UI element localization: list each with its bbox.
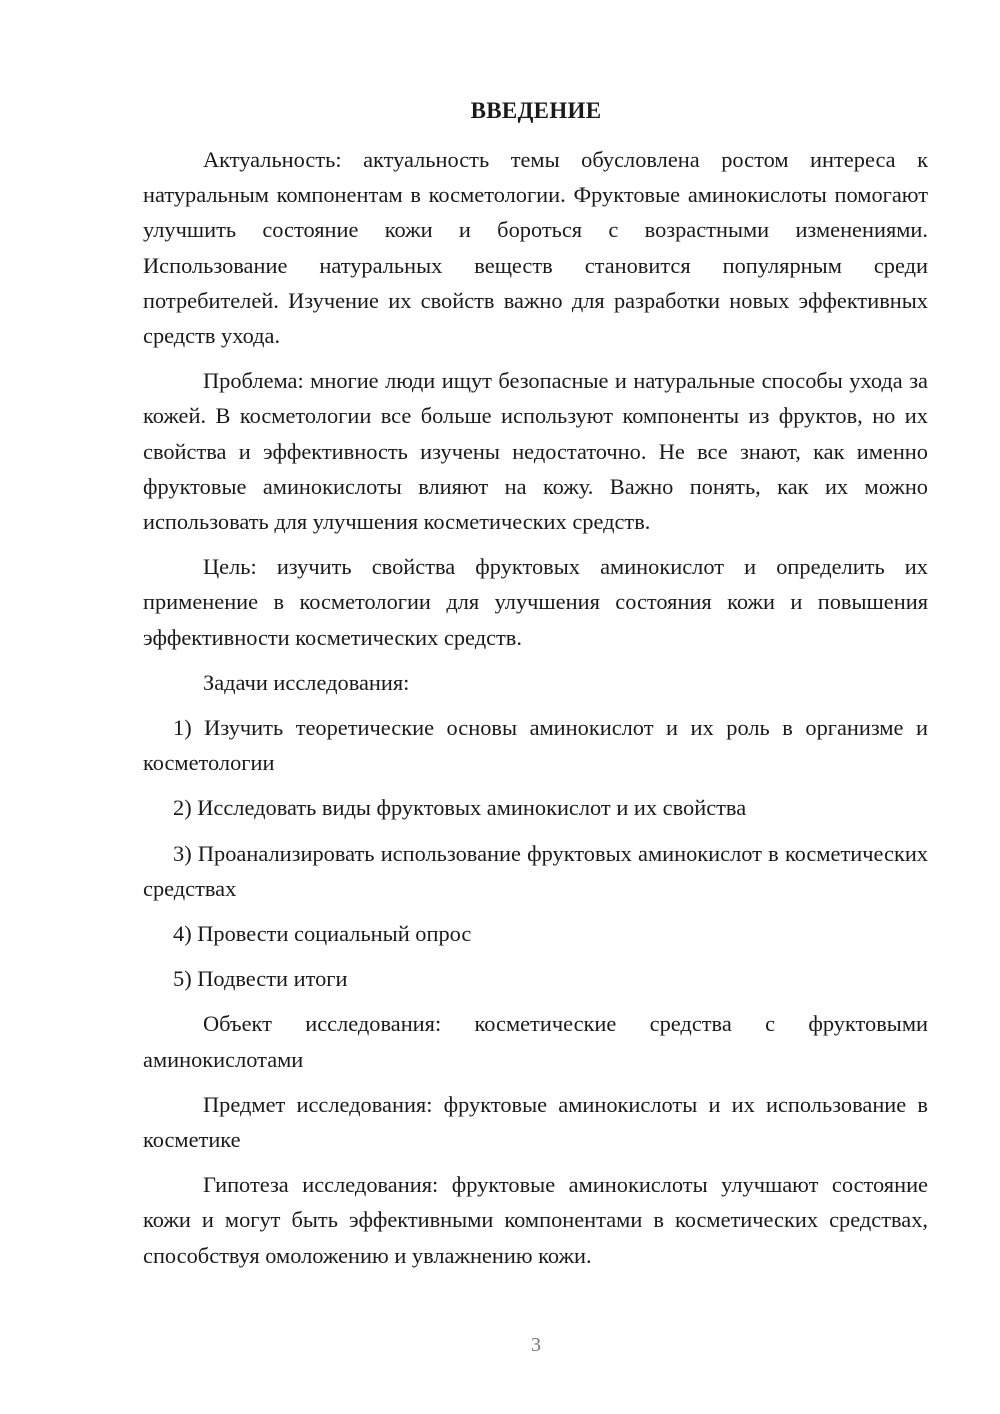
paragraph-subject: Предмет исследования: фруктовые аминокислоты и их использование в косметике	[143, 1091, 928, 1153]
task-item-3: 3) Проанализировать использование фруктовых аминокислот в косметических средствах	[143, 840, 928, 901]
tasks-title: Задачи исследования:	[203, 669, 410, 695]
page-number: 3	[531, 1334, 541, 1356]
paragraph-relevance: Актуальность: актуальность темы обусловлена ростом интереса к натуральным компонентам в косметологии. Фруктовые аминокислоты помогают улучшить состояние кожи и бороться с возрастными изменениями. Использование натуральных веществ становится популярным среди потребителей. Изучение их свойств важно для разработки новых эффективных средств ухода.	[143, 147, 928, 349]
section-heading: ВВЕДЕНИЕ	[470, 98, 602, 123]
task-item-1: 1) Изучить теоретические основы аминокислот и их роль в организме и косметологии	[143, 715, 928, 776]
task-item-5: 5) Подвести итоги	[173, 966, 348, 992]
body-text	[143, 142, 928, 1283]
paragraph-object: Объект исследования: косметические средства с фруктовыми аминокислотами	[143, 1011, 928, 1072]
paragraph-problem: Проблема: многие люди ищут безопасные и натуральные способы ухода за кожей. В косметологии все больше используют компоненты из фруктов, но их свойства и эффективность изучены недостаточно. Не все знают, как именно фруктовые аминокислоты влияют на кожу. Важно понять, как их можно использовать для улучшения косметических средств.	[143, 368, 928, 535]
task-item-4: 4) Провести социальный опрос	[173, 921, 472, 947]
paragraph-goal: Цель: изучить свойства фруктовых аминокислот и определить их применение в косметологии для улучшения состояния кожи и повышения эффективности косметических средств.	[143, 554, 928, 650]
paragraph-hypothesis: Гипотеза исследования: фруктовые аминокислоты улучшают состояние кожи и могут быть эффективными компонентами в косметических средствах, способствуя омоложению и увлажнению кожи.	[143, 1172, 928, 1268]
task-item-2: 2) Исследовать виды фруктовых аминокислот и их свойства	[173, 795, 747, 821]
